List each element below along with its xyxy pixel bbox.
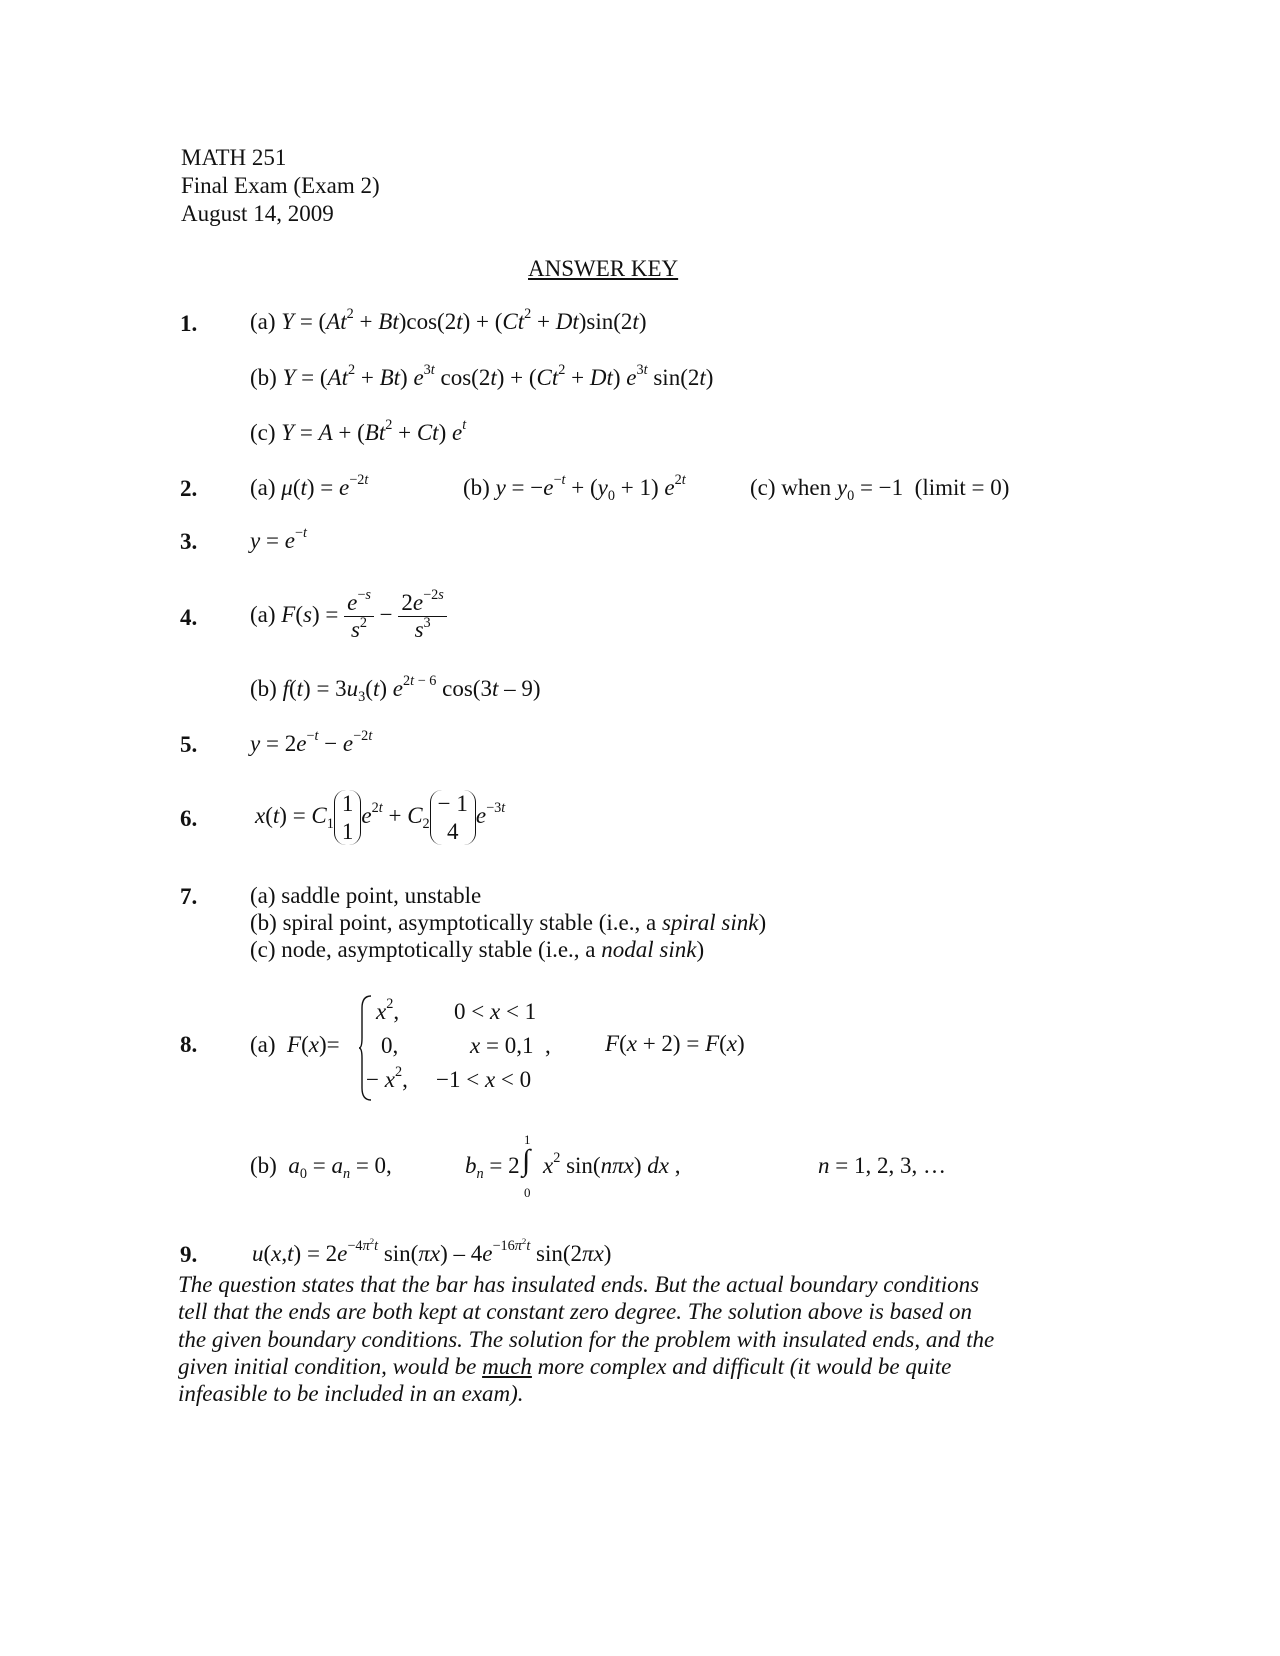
p7c-post: ) bbox=[696, 937, 705, 962]
integral-sign: ∫ bbox=[522, 1144, 531, 1177]
p5-formula: $y = 2e^{-t} - e^{-2t}$ bbox=[250, 728, 373, 756]
p8-periodic: F(x + 2) = F(x) bbox=[605, 1031, 745, 1056]
p9-note-line-2: tell that the ends are both kept at constant zero degree. The solution above is based on bbox=[178, 1299, 973, 1324]
fraction: $\frac{2e^{-2s}}{s^3}$ bbox=[398, 590, 446, 644]
p9-note-emphasis: much bbox=[482, 1354, 532, 1379]
fraction: $\frac{e^{-s}}{s^2}$ bbox=[344, 590, 374, 644]
p2c-limit: (limit = 0) bbox=[914, 475, 1010, 500]
vector: − 1 4 bbox=[430, 790, 476, 845]
p2b-formula: (b) $y = -e^{-t} + (y_0 + 1)$ $e^{2t}$ bbox=[463, 472, 686, 504]
p8-cond-1: 0 < x < 1 bbox=[454, 999, 537, 1024]
p7b-emph: spiral sink bbox=[661, 910, 759, 935]
p4a-formula: (a) F(s) = $\frac{e^{-s}}{s^2}$ − $\frac{2e^{-2s}}{s^3}$ bbox=[250, 590, 447, 644]
p8-case-3: − $x^2$, bbox=[366, 1064, 408, 1092]
p9-note-pre: given initial condition, would be bbox=[178, 1354, 483, 1379]
p2c-formula: (c) when $y_0 = -1$ (limit = 0) bbox=[750, 475, 1010, 504]
p9-formula: $u(x,t) = 2e^{-4\pi^2t}$ $\sin(\pi x) - 4e^{-16\pi^2t}$ sin(2πx) bbox=[252, 1235, 612, 1266]
p8a-label: (a) F(x)= bbox=[250, 1032, 340, 1057]
p9-note-post: more complex and difficult (it would be quite bbox=[531, 1354, 952, 1379]
p1b-formula: (b) $Y = (At^2 + Bt)$ $e^{3t}$ $\cos(2t) + (Ct^2 + Dt)$ $e^{3t}$ sin(2t) bbox=[250, 362, 714, 390]
p2c-text: (c) when bbox=[750, 475, 832, 500]
p8b-bn: $b_n = 2$ bbox=[465, 1153, 520, 1182]
p7a-text: (a) saddle point, unstable bbox=[250, 883, 482, 908]
p7c-emph: nodal sink bbox=[601, 937, 697, 962]
p2a-formula: (a) $\mu(t) = e^{-2t}$ bbox=[250, 472, 369, 500]
p9-note-line-3: the given boundary conditions. The solution for the problem with insulated ends, and the bbox=[178, 1327, 995, 1352]
problem-number: 8. bbox=[180, 1032, 198, 1057]
p7c-text bbox=[250, 938, 704, 961]
p8-cond-2: x = 0,1 , bbox=[470, 1033, 551, 1058]
problem-number: 4. bbox=[180, 605, 198, 630]
p8b-n-range: n = 1, 2, 3, … bbox=[818, 1153, 946, 1178]
p4b-formula: (b) $f(t) = 3u_3(t)$ $e^{2t - 6}$ cos(3t – 9) bbox=[250, 673, 541, 705]
p1a-formula: (a) $Y = (At^2 + Bt)\cos(2t) + (Ct^2 + Dt)\sin(2t)$ bbox=[250, 306, 647, 334]
problem-number: 7. bbox=[180, 884, 198, 909]
vector: 1 1 bbox=[334, 790, 362, 845]
problem-number: 3. bbox=[180, 529, 198, 554]
problem-number: 9. bbox=[180, 1242, 198, 1267]
problem-number: 5. bbox=[180, 732, 198, 757]
integral-upper: 1 bbox=[524, 1132, 531, 1147]
p8-case-2: 0, bbox=[381, 1033, 399, 1058]
p6-formula: $x(t) = C_1$ 1 1 $e^{2t} + C_2$ − 1 4 $e^{-3t}$ bbox=[255, 791, 506, 844]
problem-number: 1. bbox=[180, 311, 198, 336]
p8b-integrand: $x^2$ sin(nπx) dx , bbox=[543, 1150, 681, 1178]
p7b-pre: (b) spiral point, asymptotically stable (i.e., a bbox=[250, 910, 662, 935]
p7b-text bbox=[250, 911, 766, 934]
p8-cond-3: −1 < x < 0 bbox=[436, 1067, 532, 1092]
answer-key-title: ANSWER KEY bbox=[528, 256, 679, 281]
problem-number: 6. bbox=[180, 806, 198, 831]
p7c-pre: (c) node, asymptotically stable (i.e., a bbox=[250, 937, 602, 962]
p1c-formula: (c) $Y = A + (Bt^2 + Ct)$ $e^t$ bbox=[250, 417, 467, 445]
exam-date: August 14, 2009 bbox=[181, 201, 334, 226]
problem-number: 2. bbox=[180, 476, 198, 501]
p3-formula: $y = e^{-t}$ bbox=[250, 525, 307, 553]
p9-note-line-4 bbox=[178, 1355, 951, 1378]
p8-case-1: $x^2$, bbox=[376, 996, 400, 1024]
exam-title: Final Exam (Exam 2) bbox=[181, 173, 380, 198]
p8b-coeff: (b) $a_0 = a_n = 0$, bbox=[250, 1153, 392, 1182]
p9-note-line-5: infeasible to be included in an exam). bbox=[178, 1381, 524, 1406]
integral-lower: 0 bbox=[524, 1185, 531, 1200]
p7b-post: ) bbox=[758, 910, 767, 935]
course-title: MATH 251 bbox=[181, 145, 287, 170]
p9-note-line-1: The question states that the bar has insulated ends. But the actual boundary conditions bbox=[178, 1272, 980, 1297]
